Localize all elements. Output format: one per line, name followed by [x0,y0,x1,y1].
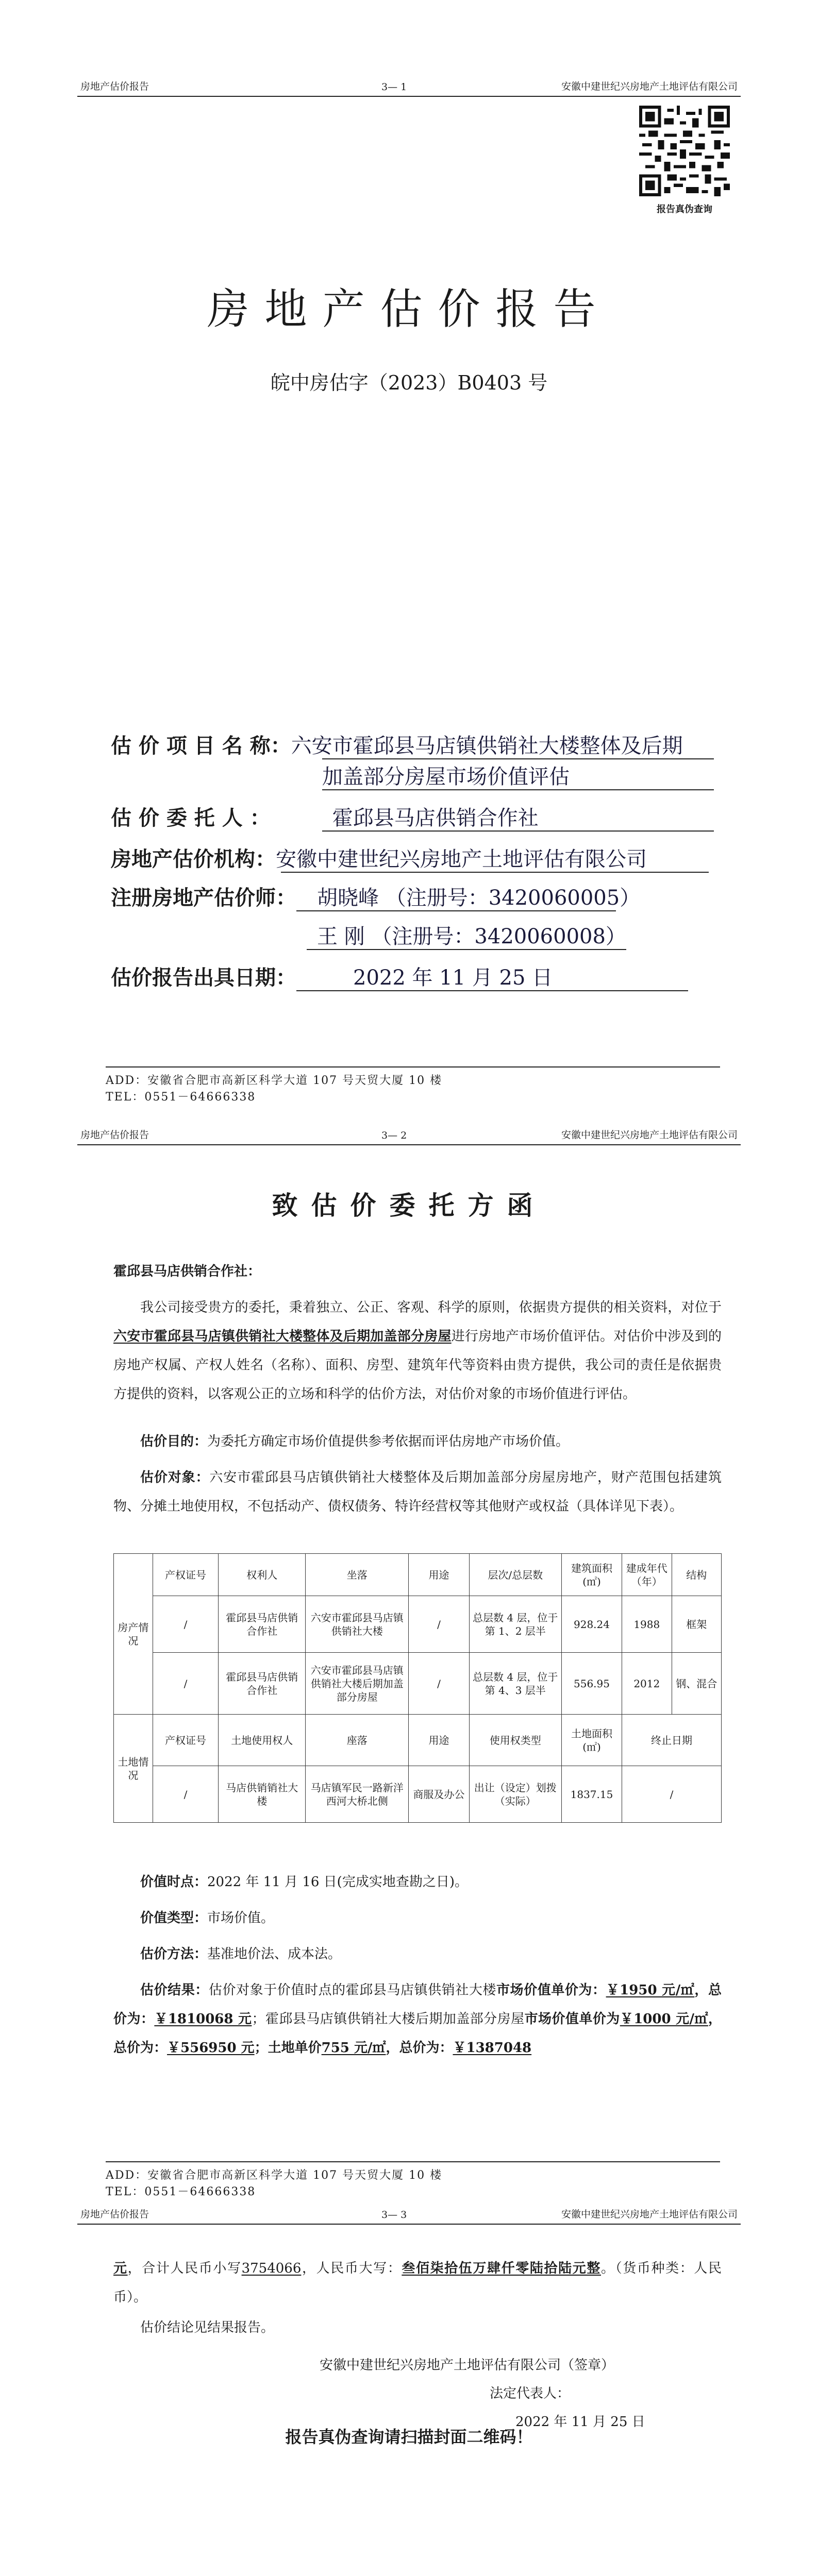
result-land-total-label: ，总价为： [386,2040,453,2056]
table-header-cell: 土地使用权人 [219,1715,306,1766]
verify-notice: 报告真伪查询请扫描封面二维码！ [285,2427,533,2447]
intro-text-2: 进行房地产市场价值评估。对估价中涉及到的房地产权属、产权人姓名（名称）、面积、房型、建筑年代等资料由贵方提供，我公司的责任是依据贵方提供的资料，以客观公正的立场和科学的估价方法，对估价对象的市场价值进行评估。 [113,1329,722,1402]
header-left: 房地产估价报告 [80,1129,149,1141]
value-type-text: 市场价值。 [207,1910,275,1926]
intro-text-1: 我公司接受贵方的委托，秉着独立、公正、客观、科学的原则，依据贵方提供的相关资料，对位于 [140,1300,722,1315]
sum-text-1: ，合计人民币小写 [127,2261,242,2276]
table-row [114,1596,722,1653]
table-cell: 六安市霍邱县马店镇供销社大楼后期加盖部分房屋 [306,1653,409,1715]
table-cell: / [153,1596,219,1653]
see-full-report [113,2313,722,2342]
header-company: 安徽中建世纪兴房地产土地评估有限公司 [561,1129,738,1141]
appraiser-1-value: 胡晓峰 （注册号：3420060005） [317,886,641,910]
table-cell: 六安市霍邱县马店镇供销社大楼 [306,1596,409,1653]
purpose-paragraph [113,1427,722,1456]
house-header-row [114,1554,722,1596]
table-header-cell: 终止日期 [622,1715,722,1766]
value-date-paragraph [113,1868,722,1896]
cover-row-appraiser-1 [111,884,640,912]
cover-page [0,0,818,1128]
header-page-number: 3— 3 [381,2209,407,2221]
report-title: 房地产估价报告 [207,285,611,334]
addressee-text: 霍邱县马店供销合作社： [113,1264,261,1279]
header-company: 安徽中建世纪兴房地产土地评估有限公司 [561,2209,738,2220]
result-total-1: ￥1810068 元 [154,2011,252,2027]
result-text-2: ；霍邱县马店镇供销社大楼后期加盖部分房屋 [252,2011,525,2027]
method-text: 基准地价法、成本法。 [207,1946,342,1962]
table-cell: 框架 [672,1596,722,1653]
result-land-unit: 755 元/㎡ [321,2040,386,2056]
result-total-2: ￥556950 元 [167,2040,255,2056]
header-left: 房地产估价报告 [80,81,149,92]
table-cell: / [409,1596,469,1653]
document-number: 皖中房估字（2023）B0403 号 [270,371,548,394]
table-cell: 总层数 4 层，位于第 1、2 层半 [469,1596,561,1653]
purpose-label: 估价目的： [140,1434,208,1449]
table-cell: 钢、混合 [672,1653,722,1715]
value-type-paragraph [113,1904,722,1933]
table-header-cell: 土地面积(㎡) [561,1715,622,1766]
result-unit-label-1: 市场价值单价为： [496,1982,606,1998]
result-land-label: ；土地单价 [254,2040,322,2056]
table-cell: / [153,1653,219,1715]
table-row [114,1653,722,1715]
agency-label: 房地产估价机构： [111,847,276,871]
header-page-number: 3— 2 [381,1130,407,1141]
result-cont-unit: 元 [113,2261,128,2276]
sum-text-2: ，人民币大写： [301,2261,402,2276]
page-footer-2 [106,2161,720,2200]
purpose-text: 为委托方确定市场价值提供参考依据而评估房地产市场价值。 [207,1434,570,1449]
page-header-2 [77,1126,741,1145]
header-left: 房地产估价报告 [80,2209,149,2220]
table-header-cell: 权利人 [219,1554,306,1596]
client-label: 估 价 委 托 人 ： [111,806,271,830]
result-label: 估价结果： [140,1982,209,1998]
footer-tel: TEL：0551－64666338 [106,2185,256,2198]
result-land-total: ￥1387048 [453,2040,532,2056]
object-label: 估价对象： [140,1470,210,1485]
result-unit-2: ￥1000 元/㎡ [620,2011,708,2027]
signature-company: 安徽中建世纪兴房地产土地评估有限公司（签章） [320,2358,615,2373]
table-header-cell: 座落 [306,1715,409,1766]
table-cell: 马店镇军民一路新洋西河大桥北侧 [306,1766,409,1823]
object-text: 六安市霍邱县马店镇供销社大楼整体及后期加盖部分房屋房地产，财产范围包括建筑物、分摊土地使用权，不包括动产、债权债务、特许经营权等其他财产或权益（具体详见下表）。 [113,1470,722,1514]
method-label: 估价方法： [140,1946,208,1962]
asset-table [113,1553,722,1823]
table-header-cell: 用途 [409,1554,469,1596]
project-name-value-cont: 加盖部分房屋市场价值评估 [322,765,570,789]
result-continued [113,2254,722,2312]
method-paragraph [113,1940,722,1969]
qr-caption: 报告真伪查询 [657,204,712,215]
table-cell: 总层数 4 层，位于第 4、3 层半 [469,1653,561,1715]
letter-title: 致估价委托方函 [272,1190,546,1221]
result-total-label-2: ，总价为： [113,2011,722,2056]
table-header-cell: 建成年代（年） [622,1554,672,1596]
see-full-text: 估价结论见结果报告。 [140,2320,275,2335]
result-paragraph [113,1976,722,2091]
table-cell: / [153,1766,219,1823]
cover-row-agency [111,845,647,874]
footer-address: ADD：安徽省合肥市高新区科学大道 107 号天贸大厦 10 楼 [106,2169,443,2182]
cover-row-project-cont [322,762,570,791]
table-cell: 556.95 [561,1653,622,1715]
cover-row-date [111,963,553,992]
header-company: 安徽中建世纪兴房地产土地评估有限公司 [561,81,738,92]
table-cell: 霍邱县马店供销合作社 [219,1653,306,1715]
project-name-label: 估 价 项 目 名 称： [111,734,291,758]
result-text-1: 估价对象于价值时点的霍邱县马店镇供销社大楼 [208,1982,496,1998]
land-group-cell: 土地情况 [114,1715,153,1823]
footer-address: ADD：安徽省合肥市高新区科学大道 107 号天贸大厦 10 楼 [106,1074,443,1087]
table-header-cell: 结构 [672,1554,722,1596]
table-cell: 商服及办公 [409,1766,469,1823]
table-cell: / [409,1653,469,1715]
page-header-3 [77,2205,741,2225]
result-total-label-1: ，总价为： [113,1982,722,2027]
table-header-cell: 层次/总层数 [469,1554,561,1596]
value-type-label: 价值类型： [140,1910,208,1926]
table-cell: 1988 [622,1596,672,1653]
table-header-cell: 使用权类型 [469,1715,561,1766]
client-value: 霍邱县马店供销合作社 [332,806,539,830]
table-header-cell: 建筑面积(㎡) [561,1554,622,1596]
signature-date: 2022 年 11 月 25 日 [515,2414,645,2430]
issue-date-label: 估价报告出具日期： [111,965,296,990]
sum-small: 3754066 [241,2261,302,2276]
table-cell: 928.24 [561,1596,622,1653]
footer-tel: TEL：0551－64666338 [106,1091,256,1104]
table-cell: 霍邱县马店供销合作社 [219,1596,306,1653]
table-cell: 1837.15 [561,1766,622,1823]
intro-subject: 六安市霍邱县马店镇供销社大楼整体及后期加盖部分房屋 [113,1329,452,1344]
page-footer [106,1066,720,1106]
table-cell: 2012 [622,1653,672,1715]
table-header-cell: 坐落 [306,1554,409,1596]
land-header-row [114,1715,722,1766]
issue-date-value: 2022 年 11 月 25 日 [353,966,553,990]
value-date-label: 价值时点： [140,1874,208,1890]
result-unit-1: ￥1950 元/㎡ [606,1982,695,1998]
table-header-cell: 产权证号 [153,1715,219,1766]
sum-text-3: 。（货币种类：人民币）。 [113,2261,722,2305]
result-unit-label-2: 市场价值单价为 [524,2011,620,2027]
table-cell: 出让（设定）划拨（实际） [469,1766,561,1823]
cover-row-project [111,732,683,760]
qr-code-icon[interactable] [639,106,730,196]
table-header-cell: 用途 [409,1715,469,1766]
project-name-value: 六安市霍邱县马店镇供销社大楼整体及后期 [291,734,683,758]
table-cell: / [622,1766,722,1823]
header-page-number: 3— 1 [381,81,407,93]
value-date-text: 2022 年 11 月 16 日(完成实地查勘之日)。 [207,1874,468,1890]
house-group-cell: 房产情况 [114,1554,153,1715]
page-header [77,77,741,97]
cover-row-appraiser-2 [317,922,626,951]
object-paragraph [113,1463,722,1521]
table-header-cell: 产权证号 [153,1554,219,1596]
sum-big: 叁佰柒拾伍万肆仟零陆拾陆元整 [402,2261,601,2276]
cover-row-client [111,804,539,833]
appraiser-2-value: 王 刚 （注册号：3420060008） [317,925,626,948]
signature-representative: 法定代表人： [490,2386,571,2401]
table-cell: 马店供销销社大楼 [219,1766,306,1823]
addressee [113,1257,722,1286]
intro-paragraph [113,1293,722,1409]
agency-value: 安徽中建世纪兴房地产土地评估有限公司 [276,848,647,871]
table-row [114,1766,722,1823]
appraiser-label: 注册房地产估价师： [111,886,296,910]
